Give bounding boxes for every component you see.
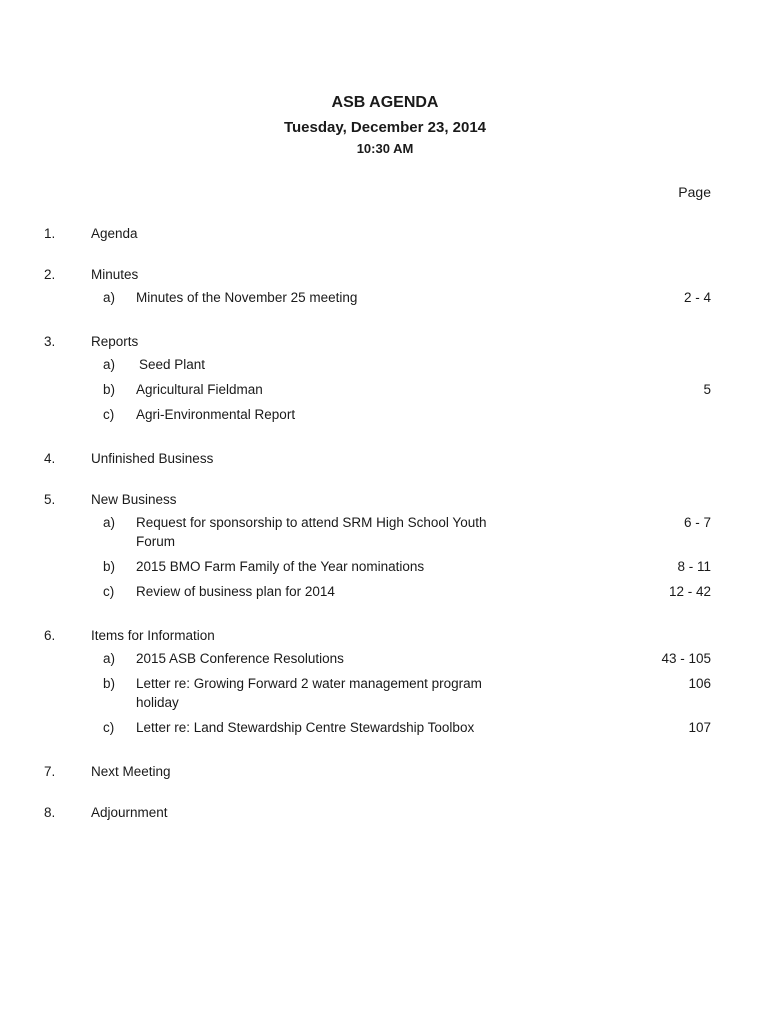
section-number: 7. bbox=[44, 764, 56, 779]
item-letter: a) bbox=[103, 651, 116, 666]
item-text: Request for sponsorship to attend SRM High School Youth Forum bbox=[136, 515, 487, 549]
section-title: New Business bbox=[91, 492, 177, 507]
item-letter: b) bbox=[103, 676, 116, 691]
section-title: Unfinished Business bbox=[91, 451, 214, 466]
item-text: Letter re: Land Stewardship Centre Stewardship Toolbox bbox=[136, 720, 475, 735]
section-number: 4. bbox=[44, 451, 56, 466]
item-text: 2015 ASB Conference Resolutions bbox=[136, 651, 344, 666]
item-pages: 5 bbox=[703, 382, 711, 397]
item-letter: c) bbox=[103, 407, 115, 422]
item-letter: b) bbox=[103, 559, 116, 574]
item-pages: 6 - 7 bbox=[683, 515, 711, 530]
section-number: 5. bbox=[44, 492, 56, 507]
section-title: Items for Information bbox=[91, 628, 215, 643]
item-pages: 12 - 42 bbox=[668, 584, 711, 599]
section-number: 6. bbox=[44, 628, 56, 643]
item-pages: 107 bbox=[688, 720, 711, 735]
item-letter: c) bbox=[103, 584, 115, 599]
section-title: Minutes bbox=[91, 267, 139, 282]
section-number: 2. bbox=[44, 267, 56, 282]
item-text: Seed Plant bbox=[139, 357, 206, 372]
item-text: Agri-Environmental Report bbox=[136, 407, 296, 422]
section-title: Adjournment bbox=[91, 805, 168, 820]
section-title: Next Meeting bbox=[91, 764, 171, 779]
meeting-date: Tuesday, December 23, 2014 bbox=[283, 119, 487, 136]
item-letter: b) bbox=[103, 382, 116, 397]
item-text: 2015 BMO Farm Family of the Year nominations bbox=[136, 559, 425, 574]
section-title: Agenda bbox=[91, 226, 138, 241]
item-letter: c) bbox=[103, 720, 115, 735]
section-title: Reports bbox=[91, 334, 139, 349]
section-number: 8. bbox=[44, 805, 56, 820]
item-letter: a) bbox=[103, 515, 116, 530]
meeting-time: 10:30 AM bbox=[356, 141, 414, 156]
item-text: Minutes of the November 25 meeting bbox=[136, 290, 358, 305]
section-number: 3. bbox=[44, 334, 56, 349]
document-title: ASB AGENDA bbox=[331, 94, 439, 111]
item-text: Agricultural Fieldman bbox=[136, 382, 263, 397]
item-pages: 43 - 105 bbox=[661, 651, 711, 666]
item-text: Letter re: Growing Forward 2 water management program holiday bbox=[136, 676, 482, 710]
item-letter: a) bbox=[103, 290, 116, 305]
section-number: 1. bbox=[44, 226, 56, 241]
item-letter: a) bbox=[103, 357, 116, 372]
item-pages: 106 bbox=[688, 676, 711, 691]
item-pages: 2 - 4 bbox=[683, 290, 711, 305]
item-text: Review of business plan for 2014 bbox=[136, 584, 335, 599]
item-pages: 8 - 11 bbox=[677, 559, 711, 574]
page-column-header: Page bbox=[678, 184, 711, 200]
